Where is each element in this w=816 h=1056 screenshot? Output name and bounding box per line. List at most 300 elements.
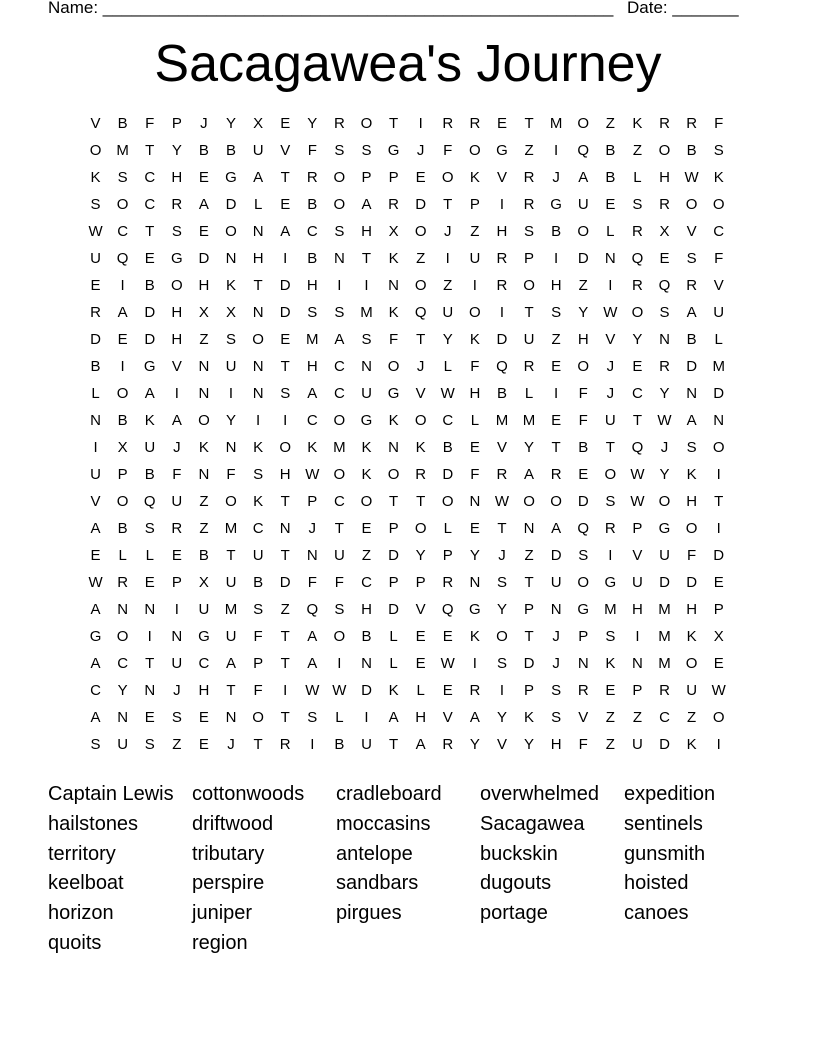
grid-letter: K [90, 169, 101, 186]
grid-letter: Z [470, 223, 480, 240]
grid-letter: Y [469, 736, 480, 753]
grid-letter: I [716, 520, 721, 537]
grid-letter: B [551, 223, 562, 240]
grid-letter: V [415, 385, 426, 402]
grid-row [82, 596, 732, 623]
grid-letter: H [577, 331, 589, 348]
grid-letter: I [337, 277, 342, 294]
grid-letter: T [714, 493, 724, 510]
grid-letter: E [361, 520, 372, 537]
grid-letter: Q [631, 439, 644, 456]
grid-letter: C [198, 655, 210, 672]
word-bank-item: sandbars [336, 872, 419, 895]
grid-letter: T [280, 628, 290, 645]
grid-letter: A [551, 520, 562, 537]
grid-letter: N [225, 250, 237, 267]
grid-letter: D [713, 385, 725, 402]
grid-letter: K [198, 439, 209, 456]
grid-letter: W [657, 412, 672, 429]
grid-letter: E [144, 574, 155, 591]
grid-letter: Y [307, 115, 318, 132]
word-bank-item: cottonwoods [192, 783, 305, 805]
grid-letter: D [279, 304, 291, 321]
grid-letter: S [496, 574, 507, 591]
grid-letter: G [143, 358, 156, 375]
grid-letter: F [145, 115, 155, 132]
grid-letter: Z [524, 547, 534, 564]
grid-letter: O [89, 142, 102, 159]
word-bank-row [48, 929, 788, 959]
grid-letter: U [577, 196, 589, 213]
grid-letter: Z [605, 709, 615, 726]
grid-letter: X [659, 223, 670, 240]
grid-letter: T [145, 655, 155, 672]
word-bank-item: horizon [48, 902, 114, 925]
grid-letter: E [415, 628, 426, 645]
grid-letter: E [713, 574, 724, 591]
grid-letter: R [388, 196, 399, 213]
grid-letter: O [116, 493, 129, 510]
grid-letter: C [144, 196, 156, 213]
grid-letter: L [389, 628, 398, 645]
grid-letter: R [523, 169, 535, 186]
grid-letter: F [714, 115, 724, 132]
grid-letter: I [364, 709, 369, 726]
date-field-label: Date: _______ [627, 0, 739, 17]
grid-letter: F [388, 331, 399, 348]
grid-letter: U [361, 385, 372, 402]
grid-letter: E [551, 358, 562, 375]
grid-letter: R [90, 304, 101, 321]
grid-letter: I [608, 547, 613, 564]
grid-letter: N [686, 385, 698, 402]
grid-letter: B [117, 520, 128, 537]
grid-letter: Q [577, 142, 590, 159]
grid-letter: N [388, 277, 399, 294]
grid-letter: M [712, 358, 725, 375]
grid-letter: S [171, 709, 182, 726]
grid-letter: V [415, 601, 426, 618]
grid-letter: E [415, 169, 426, 186]
grid-letter: W [603, 304, 618, 321]
grid-letter: T [145, 223, 155, 240]
grid-letter: L [714, 331, 723, 348]
grid-letter: J [200, 115, 208, 132]
grid-letter: J [227, 736, 235, 753]
grid-letter: D [686, 358, 698, 375]
grid-letter: C [361, 574, 372, 591]
grid-letter: S [632, 196, 643, 213]
word-bank-item: hoisted [624, 872, 689, 895]
grid-letter: X [388, 223, 399, 240]
grid-letter: I [93, 439, 98, 456]
grid-letter: D [225, 196, 237, 213]
grid-letter: S [605, 628, 616, 645]
grid-letter: R [577, 682, 589, 699]
grid-letter: Q [116, 250, 129, 267]
grid-letter: H [415, 709, 427, 726]
grid-letter: I [120, 277, 125, 294]
grid-letter: C [713, 223, 725, 240]
grid-letter: N [90, 412, 101, 429]
grid-letter: D [279, 574, 291, 591]
grid-letter: P [253, 655, 264, 672]
grid-letter: W [332, 682, 347, 699]
grid-letter: U [144, 439, 156, 456]
grid-letter: U [225, 358, 237, 375]
grid-letter: J [173, 439, 181, 456]
grid-letter: B [307, 196, 318, 213]
grid-letter: N [225, 709, 237, 726]
grid-letter: S [578, 547, 589, 564]
grid-letter: Z [199, 331, 209, 348]
grid-letter: Q [414, 304, 427, 321]
grid-letter: Z [578, 277, 588, 294]
grid-letter: B [117, 115, 128, 132]
grid-letter: P [171, 574, 182, 591]
grid-letter: K [686, 736, 697, 753]
grid-letter: F [307, 574, 317, 591]
grid-letter: I [554, 142, 559, 159]
grid-letter: M [116, 142, 129, 159]
grid-letter: D [415, 196, 427, 213]
grid-letter: I [283, 250, 288, 267]
grid-letter: U [171, 655, 183, 672]
grid-letter: K [469, 331, 480, 348]
grid-letter: V [90, 115, 101, 132]
grid-row [82, 407, 732, 434]
grid-letter: R [496, 250, 508, 267]
grid-letter: S [144, 736, 155, 753]
grid-letter: H [306, 277, 318, 294]
grid-letter: R [632, 223, 643, 240]
word-bank-item: antelope [336, 842, 413, 865]
word-bank-item: perspire [192, 872, 265, 895]
grid-letter: A [90, 601, 101, 618]
grid-letter: V [605, 331, 616, 348]
grid-letter: X [253, 115, 264, 132]
grid-letter: M [306, 331, 319, 348]
grid-letter: I [499, 196, 505, 213]
grid-letter: I [716, 736, 721, 753]
word-bank-item: region [192, 931, 248, 954]
grid-letter: Z [199, 520, 209, 537]
grid-letter: O [414, 412, 427, 429]
grid-letter: R [306, 169, 318, 186]
grid-letter: E [90, 277, 101, 294]
grid-letter: C [333, 385, 345, 402]
grid-letter: O [685, 196, 698, 213]
grid-letter: H [279, 466, 291, 483]
grid-letter: Q [658, 277, 671, 294]
word-bank-row [48, 780, 788, 810]
grid-letter: I [337, 655, 342, 672]
word-bank-item: Captain Lewis [48, 783, 174, 805]
grid-letter: S [659, 304, 670, 321]
grid-letter: T [443, 196, 453, 213]
grid-letter: L [253, 196, 263, 213]
grid-letter: S [686, 439, 697, 456]
grid-letter: Z [632, 142, 642, 159]
grid-letter: L [335, 709, 344, 726]
word-bank-item: territory [48, 842, 116, 865]
grid-letter: S [524, 223, 535, 240]
grid-letter: B [578, 439, 589, 456]
grid-letter: C [333, 493, 345, 510]
grid-letter: F [687, 547, 697, 564]
word-bank [48, 780, 788, 959]
grid-letter: S [686, 250, 697, 267]
grid-letter: N [469, 493, 481, 510]
grid-letter: O [496, 628, 508, 645]
grid-letter: N [279, 520, 291, 537]
grid-letter: Z [632, 709, 642, 726]
grid-row [82, 164, 732, 191]
grid-letter: O [658, 493, 671, 510]
grid-letter: J [606, 385, 615, 402]
grid-letter: D [388, 601, 399, 618]
grid-row [82, 137, 732, 164]
grid-letter: B [496, 385, 507, 402]
grid-letter: T [280, 358, 290, 375]
grid-letter: I [147, 628, 152, 645]
grid-letter: U [632, 736, 643, 753]
grid-letter: Q [306, 601, 319, 618]
grid-letter: C [90, 682, 101, 699]
grid-letter: A [90, 709, 101, 726]
grid-letter: I [283, 412, 288, 429]
grid-letter: O [523, 493, 535, 510]
grid-letter: O [387, 466, 400, 483]
grid-letter: S [334, 601, 345, 618]
grid-letter: M [224, 520, 238, 537]
grid-letter: Y [659, 466, 670, 483]
grid-letter: T [605, 439, 615, 456]
grid-letter: A [415, 736, 426, 753]
grid-letter: H [361, 601, 372, 618]
word-bank-row [48, 840, 788, 870]
grid-letter: D [496, 331, 508, 348]
grid-letter: K [469, 169, 480, 186]
grid-letter: T [145, 142, 155, 159]
grid-letter: O [387, 358, 400, 375]
grid-letter: J [416, 358, 425, 375]
grid-letter: A [226, 655, 237, 672]
grid-row [82, 110, 732, 137]
grid-letter: O [333, 412, 346, 429]
grid-row [82, 569, 732, 596]
grid-letter: A [307, 655, 318, 672]
grid-letter: B [361, 628, 372, 645]
grid-letter: R [496, 466, 508, 483]
grid-letter: S [144, 520, 155, 537]
grid-letter: R [659, 196, 670, 213]
grid-letter: B [117, 412, 128, 429]
grid-letter: E [659, 250, 670, 267]
grid-letter: S [253, 466, 264, 483]
grid-letter: O [333, 169, 346, 186]
grid-letter: G [577, 601, 590, 618]
grid-letter: K [226, 277, 237, 294]
grid-letter: O [333, 628, 346, 645]
grid-letter: S [361, 331, 372, 348]
grid-letter: O [550, 493, 562, 510]
grid-letter: N [225, 439, 237, 456]
grid-letter: B [198, 547, 209, 564]
grid-letter: D [144, 331, 156, 348]
grid-letter: H [632, 601, 643, 618]
grid-letter: A [90, 655, 101, 672]
grid-letter: T [524, 115, 534, 132]
grid-letter: U [469, 250, 481, 267]
grid-letter: S [307, 304, 318, 321]
grid-letter: O [577, 115, 590, 132]
grid-letter: U [225, 574, 237, 591]
grid-letter: Z [416, 250, 426, 267]
grid-letter: K [469, 628, 480, 645]
grid-letter: U [361, 736, 372, 753]
grid-letter: O [116, 628, 129, 645]
grid-letter: U [604, 412, 616, 429]
grid-letter: B [334, 736, 345, 753]
grid-letter: Q [143, 493, 156, 510]
grid-letter: H [198, 682, 210, 699]
grid-letter: E [605, 196, 616, 213]
grid-letter: K [388, 304, 399, 321]
grid-row [82, 272, 732, 299]
grid-letter: W [711, 682, 726, 699]
grid-letter: Q [577, 520, 590, 537]
grid-letter: E [713, 655, 724, 672]
grid-letter: Y [171, 142, 182, 159]
grid-letter: R [523, 358, 535, 375]
grid-letter: U [252, 547, 264, 564]
grid-letter: M [333, 439, 346, 456]
grid-letter: O [414, 520, 427, 537]
grid-letter: S [334, 304, 345, 321]
grid-letter: S [307, 709, 318, 726]
grid-letter: I [256, 412, 261, 429]
grid-letter: L [470, 412, 480, 429]
grid-letter: T [497, 520, 507, 537]
word-bank-row [48, 810, 788, 840]
grid-letter: S [253, 601, 264, 618]
grid-letter: P [361, 169, 372, 186]
grid-letter: D [388, 547, 399, 564]
grid-letter: V [171, 358, 182, 375]
grid-letter: A [361, 196, 372, 213]
grid-letter: A [90, 520, 101, 537]
grid-letter: A [524, 466, 535, 483]
grid-letter: N [523, 520, 535, 537]
grid-letter: V [632, 547, 643, 564]
grid-letter: O [198, 412, 210, 429]
grid-letter: O [116, 196, 129, 213]
word-bank-item: portage [480, 902, 548, 925]
grid-row [82, 434, 732, 461]
grid-letter: G [387, 385, 400, 402]
grid-letter: B [144, 466, 155, 483]
grid-row [82, 380, 732, 407]
grid-letter: K [686, 466, 697, 483]
grid-letter: Y [659, 385, 670, 402]
grid-letter: T [280, 547, 290, 564]
grid-letter: W [305, 466, 320, 483]
grid-letter: N [198, 358, 210, 375]
grid-letter: Z [605, 115, 615, 132]
grid-letter: U [550, 574, 562, 591]
grid-letter: E [144, 250, 155, 267]
grid-letter: K [388, 250, 399, 267]
grid-letter: F [470, 358, 480, 375]
grid-letter: D [198, 250, 210, 267]
grid-letter: O [441, 493, 454, 510]
grid-letter: K [388, 682, 399, 699]
grid-letter: K [605, 655, 616, 672]
grid-letter: G [496, 142, 508, 159]
grid-letter: D [713, 547, 725, 564]
letter-grid [82, 110, 732, 758]
grid-letter: N [117, 601, 129, 618]
grid-letter: L [91, 385, 100, 402]
word-bank-item: hailstones [48, 812, 139, 835]
grid-letter: D [659, 574, 670, 591]
grid-letter: V [280, 142, 291, 159]
grid-letter: I [445, 250, 450, 267]
grid-letter: Z [443, 277, 453, 294]
grid-letter: O [225, 223, 237, 240]
grid-letter: B [686, 331, 697, 348]
grid-letter: J [498, 547, 506, 564]
word-bank-item: overwhelmed [480, 783, 599, 805]
grid-letter: N [144, 601, 156, 618]
grid-letter: U [523, 331, 535, 348]
grid-letter: R [659, 682, 670, 699]
grid-letter: I [554, 250, 559, 267]
grid-letter: Y [117, 682, 128, 699]
name-field-label: Name: ______________________________________________________ [48, 0, 614, 17]
grid-letter: F [226, 466, 236, 483]
grid-letter: I [174, 385, 179, 402]
grid-letter: H [361, 223, 372, 240]
grid-letter: E [198, 223, 209, 240]
grid-letter: P [713, 601, 724, 618]
grid-letter: N [252, 358, 264, 375]
grid-letter: J [552, 655, 560, 672]
grid-letter: O [414, 277, 427, 294]
grid-letter: O [279, 439, 292, 456]
grid-letter: I [283, 682, 288, 699]
grid-letter: R [686, 277, 698, 294]
grid-letter: X [198, 304, 209, 321]
grid-letter: T [551, 439, 561, 456]
grid-letter: R [117, 574, 129, 591]
grid-letter: P [524, 601, 535, 618]
grid-letter: D [686, 574, 698, 591]
grid-letter: W [88, 223, 103, 240]
grid-letter: K [361, 439, 372, 456]
grid-letter: E [632, 358, 643, 375]
grid-letter: O [333, 196, 346, 213]
grid-letter: P [469, 196, 480, 213]
grid-letter: I [716, 466, 721, 483]
grid-letter: B [253, 574, 264, 591]
grid-letter: N [252, 223, 264, 240]
grid-letter: I [120, 358, 125, 375]
grid-letter: R [659, 115, 670, 132]
grid-letter: V [496, 169, 507, 186]
grid-letter: U [198, 601, 210, 618]
